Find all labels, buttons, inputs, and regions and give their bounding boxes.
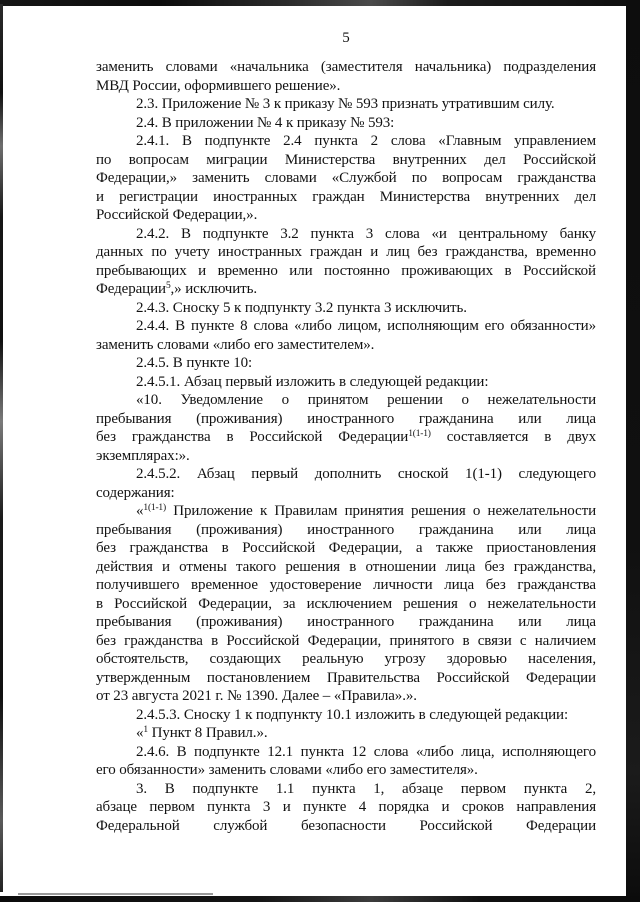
footnote-ref: 5: [165, 281, 171, 291]
text-line: 2.4. В приложении № 4 к приказу № 593:: [136, 114, 395, 131]
text-line: действия и отмены такого решения в отношении лица без гражданства,: [96, 558, 596, 575]
footnote-ref: 1(1-1): [408, 429, 431, 439]
text-line: заменить словами «либо его заместителем».: [96, 336, 375, 353]
text-line: «$^1$ Пункт 8 Правил.».: [136, 725, 268, 741]
footnote-ref: 1(1-1): [143, 503, 166, 513]
text-line: МВД России, оформившего решение».: [96, 77, 341, 94]
text-line: пребывающих и временно или постоянно проживающих в Российской: [96, 262, 596, 279]
text-line: «$^{1(1-1)}$ Приложение к Правилам принятия решения о нежелательности: [136, 503, 596, 519]
text-line: абзаце первом пункта 3 и пункте 4 порядка и сроков направления: [96, 799, 596, 815]
text-line: 2.4.5.1. Абзац первый изложить в следующей редакции:: [136, 373, 489, 390]
text-line: получившего временное удостоверение личности лица без гражданства: [96, 577, 596, 593]
text-line: Российской Федерации,».: [96, 207, 258, 223]
scan-smudge: [18, 893, 213, 895]
text-line: 2.4.4. В пункте 8 слова «либо лицом, исполняющим его обязанности»: [136, 318, 596, 334]
text-line: 2.4.5. В пункте 10:: [136, 355, 253, 371]
text-line: Федерации$^5$,» исключить.: [96, 281, 258, 297]
text-line: без гражданства в Российской Федерации$^{1(1-1)}$ составляется в двух: [96, 429, 596, 445]
scan-edge-left: [0, 4, 3, 892]
text-line: обстоятельств, создающих реальную угрозу здоровью населения,: [96, 651, 596, 667]
scan-edge-top: [0, 0, 640, 6]
text-line: Федеральной службой безопасности Российской Федерации: [96, 817, 596, 834]
text-line: содержания:: [96, 484, 175, 501]
text-line: от 23 августа 2021 г. № 1390. Далее – «Правила».».: [96, 688, 417, 704]
text-line: по вопросам миграции Министерства внутренних дел Российской: [96, 151, 596, 168]
scan-edge-right: [626, 0, 640, 898]
text-line: 2.4.3. Сноску 5 к подпункту 3.2 пункта 3 исключить.: [136, 299, 467, 316]
scan-edge-bottom: [0, 896, 640, 902]
text-line: 2.4.2. В подпункте 3.2 пункта 3 слова «и центральному банку: [136, 225, 596, 242]
text-line: его обязанности» заменить словами «либо его заместителя».: [96, 762, 478, 778]
text-line: без гражданства в Российской Федерации, а также приостановления: [96, 540, 596, 556]
text-line: 2.4.5.3. Сноску 1 к подпункту 10.1 изложить в следующей редакции:: [136, 706, 569, 723]
text-line: 3. В подпункте 1.1 пункта 1, абзаце первом пункта 2,: [136, 780, 596, 797]
text-line: 2.4.6. В подпункте 12.1 пункта 12 слова «либо лица, исполняющего: [136, 743, 596, 760]
text-line: 2.4.1. В подпункте 2.4 пункта 2 слова «Главным управлением: [136, 133, 596, 149]
text-line: экземплярах:».: [96, 447, 190, 464]
text-line: пребывания (проживания) иностранного гражданина или лица: [96, 614, 596, 630]
text-line: без гражданства в Российской Федерации, принятого в связи с наличием: [96, 632, 596, 649]
text-line: утвержденным постановлением Правительства Российской Федерации: [96, 669, 596, 686]
text-line: пребывания (проживания) иностранного гражданина или лица: [96, 410, 596, 427]
text-line: Федерации,» заменить словами «Службой по вопросам гражданства: [96, 170, 596, 186]
page-number: 5: [342, 30, 350, 46]
text-line: 2.4.5.2. Абзац первый дополнить сноской 1(1-1) следующего: [136, 466, 596, 482]
text-line: данных по учету иностранных граждан и лиц без гражданства, временно: [96, 244, 596, 260]
text-line: 2.3. Приложение № 3 к приказу № 593 признать утратившим силу.: [136, 96, 555, 112]
footnote-ref: 1: [143, 725, 148, 735]
text-line: в Российской Федерации, за исключением решения о нежелательности: [96, 595, 596, 612]
text-line: «10. Уведомление о принятом решении о нежелательности: [136, 392, 596, 408]
text-line: пребывания (проживания) иностранного гражданина или лица: [96, 521, 596, 538]
document-body: [96, 58, 596, 835]
text-line: заменить словами «начальника (заместителя начальника) подразделения: [96, 59, 596, 75]
text-line: и регистрации иностранных граждан Министерства внутренних дел: [96, 188, 596, 205]
